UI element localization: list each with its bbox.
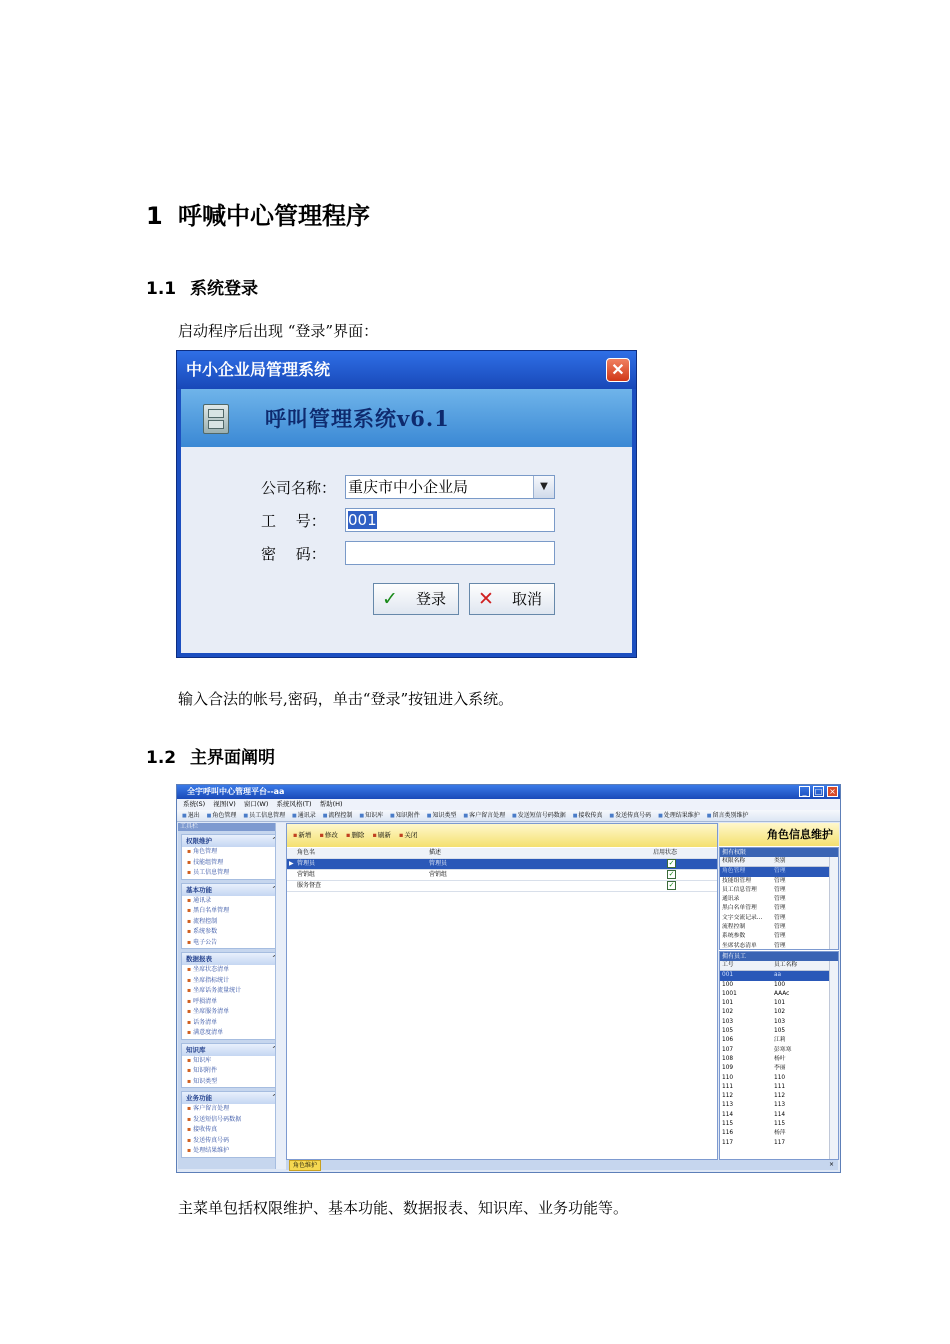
sidebar-item[interactable]: ▪ 知识附件	[182, 1066, 281, 1077]
cancel-button-label: 取消	[512, 590, 543, 608]
toolbar-kb-attach[interactable]: ■ 知识附件	[390, 812, 420, 819]
perm-name: 通讯录	[722, 896, 740, 903]
staff-title: 拥有员工	[720, 952, 838, 961]
staff-id: 113	[722, 1102, 734, 1109]
login-title: 中小企业局管理系统	[177, 351, 636, 389]
sidebar-item[interactable]: ▪ 满意度清单	[182, 1028, 281, 1039]
table-row[interactable]	[287, 859, 717, 870]
perm-name: 黑白名单管理	[722, 905, 757, 912]
group-reports	[181, 952, 282, 1040]
perm-name: 文字交流记录...	[722, 914, 763, 921]
section-number: 1.2	[146, 748, 177, 768]
staff-scrollbar[interactable]	[829, 961, 838, 1160]
list-item[interactable]	[720, 904, 838, 913]
enabled-checkbox[interactable]: ✓	[668, 881, 675, 889]
sidebar-item[interactable]: ▪ 知识库	[182, 1056, 281, 1067]
list-item[interactable]	[720, 971, 838, 980]
list-header	[720, 961, 838, 971]
staff-name: 江莉	[774, 1037, 786, 1044]
login-button-label: 登录	[416, 590, 447, 608]
list-item[interactable]	[720, 1008, 838, 1017]
perm-name: 员工信息管理	[722, 886, 757, 893]
toolbar-fax-out[interactable]: ■ 发送传真号码	[609, 812, 651, 819]
list-item[interactable]	[720, 877, 838, 886]
restore-icon[interactable]: □	[814, 787, 823, 796]
chapter-title: 呼喊中心管理程序	[178, 202, 370, 230]
sidebar-item[interactable]: ▪ 坐席状态清单	[182, 965, 281, 976]
paragraph-login-intro: 启动程序后出现 “登录”界面：	[178, 322, 379, 340]
sidebar-item[interactable]: ▪ 员工信息管理	[182, 868, 281, 879]
chevron-down-icon[interactable]: ▼	[533, 476, 554, 498]
toolbar-kb[interactable]: ■ 知识库	[359, 812, 383, 819]
staff-id: 115	[722, 1121, 734, 1128]
perm-type: 管理	[774, 877, 786, 884]
main-window	[176, 784, 841, 1173]
staff-id: 106	[722, 1037, 734, 1044]
sidebar-item[interactable]: ▪ 呼损清单	[182, 997, 281, 1008]
permissions-title: 拥有权限	[720, 848, 838, 857]
group-header[interactable]: 基本功能 ^	[182, 884, 281, 896]
edit-button[interactable]: ▪ 修改	[319, 831, 337, 839]
row-pointer-icon: ▶	[289, 860, 294, 867]
login-form	[181, 447, 632, 653]
staff-name: 103	[774, 1018, 786, 1025]
staff-name: 115	[774, 1121, 786, 1128]
perm-name: 坐席状态清单	[722, 942, 757, 949]
id-field[interactable]	[345, 508, 555, 532]
enabled-checkbox[interactable]: ✓	[668, 870, 675, 878]
staff-list	[719, 951, 839, 1160]
chapter-heading	[146, 196, 370, 231]
add-button[interactable]: ▪ 新增	[293, 831, 311, 839]
sidebar-item[interactable]: ▪ 话务清单	[182, 1018, 281, 1029]
id-label: 工 号：	[261, 512, 326, 530]
staff-id: 108	[722, 1055, 734, 1062]
menu-system[interactable]: 系统(S)	[183, 800, 206, 808]
main-title: 全宇呼叫中心管理平台--aa	[177, 785, 840, 799]
menu-view[interactable]: 视图(V)	[213, 800, 236, 808]
list-item[interactable]	[720, 867, 838, 876]
tab-role-maintenance[interactable]: 角色维护	[289, 1160, 321, 1171]
password-label: 密 码：	[261, 545, 326, 563]
menu-style[interactable]: 系统风格(T)	[276, 800, 312, 808]
list-item[interactable]	[720, 1120, 838, 1129]
toolbar-exit[interactable]: ■ 退出	[182, 812, 200, 819]
sidebar-item[interactable]: ▪ 客户留言处理	[182, 1104, 281, 1115]
list-item[interactable]	[720, 886, 838, 895]
table-row[interactable]	[287, 870, 717, 881]
sidebar-item[interactable]: ▪ 发送传真号码	[182, 1136, 281, 1147]
column-header[interactable]: 启用状态	[653, 849, 678, 856]
column-header[interactable]: 描述	[429, 849, 442, 856]
sidebar-item[interactable]: ▪ 接收传真	[182, 1125, 281, 1136]
list-header	[720, 857, 838, 867]
chapter-number: 1	[146, 202, 163, 230]
list-item[interactable]	[720, 1036, 838, 1045]
role-table	[287, 848, 717, 892]
sidebar-item[interactable]: ▪ 流程控制	[182, 917, 281, 928]
staff-id: 107	[722, 1046, 734, 1053]
staff-id: 117	[722, 1139, 734, 1146]
company-label: 公司名称：	[261, 479, 337, 497]
grid-toolbar	[287, 824, 717, 847]
column-header[interactable]: 类别	[774, 858, 786, 864]
staff-id: 112	[722, 1093, 734, 1100]
staff-name: 110	[774, 1074, 786, 1081]
perm-type: 管理	[774, 924, 786, 931]
column-header[interactable]: 员工名称	[774, 962, 798, 968]
system-name: 呼叫管理系统v6.1	[265, 406, 450, 431]
login-button[interactable]	[373, 583, 459, 615]
sidebar-item[interactable]: ▪ 处理结果维护	[182, 1146, 281, 1157]
staff-id: 116	[722, 1130, 734, 1137]
minimize-icon[interactable]: _	[799, 786, 810, 797]
toolbar-messages[interactable]: ■ 客户留言处理	[463, 812, 505, 819]
x-icon: ✕	[478, 588, 494, 610]
menu-help[interactable]: 帮助(H)	[319, 800, 343, 808]
list-item[interactable]	[720, 1129, 838, 1138]
section-heading-main	[146, 743, 275, 768]
list-item[interactable]	[720, 1046, 838, 1055]
toolbar-staff[interactable]: ■ 员工信息管理	[243, 812, 285, 819]
staff-name: 117	[774, 1139, 786, 1146]
staff-id: 1001	[722, 990, 737, 997]
column-header[interactable]: 工号	[722, 962, 734, 968]
list-item[interactable]	[720, 1064, 838, 1073]
list-item[interactable]	[720, 1055, 838, 1064]
cell-role-name: 营销组	[297, 871, 316, 878]
toolbar-msg-types[interactable]: ■ 留言类别维护	[707, 812, 749, 819]
sidebar-item[interactable]: ▪ 角色管理	[182, 847, 281, 858]
staff-id: 102	[722, 1009, 734, 1016]
list-item[interactable]	[720, 1101, 838, 1110]
list-item[interactable]	[720, 1111, 838, 1120]
section-number: 1.1	[146, 279, 177, 299]
staff-id: 101	[722, 1000, 734, 1007]
perm-name: 系统参数	[722, 933, 746, 940]
staff-name: 102	[774, 1009, 786, 1016]
staff-name: 彭寒寒	[774, 1046, 792, 1053]
staff-name: 101	[774, 1000, 786, 1007]
paragraph-menu-summary: 主菜单包括权限维护、基本功能、数据报表、知识库、业务功能等。	[178, 1199, 629, 1217]
toolbar-contacts[interactable]: ■ 通讯录	[292, 812, 316, 819]
close-icon[interactable]: ×	[827, 786, 838, 797]
group-permissions	[181, 834, 282, 880]
group-basic	[181, 883, 282, 950]
toolbar-results[interactable]: ■ 处理结果维护	[658, 812, 700, 819]
section-title: 主界面阐明	[190, 748, 275, 768]
staff-name: 105	[774, 1028, 786, 1035]
cancel-button[interactable]	[469, 583, 555, 615]
staff-id: 110	[722, 1074, 734, 1081]
list-item[interactable]	[720, 1018, 838, 1027]
close-button[interactable]: ▪ 关闭	[399, 831, 417, 839]
column-header[interactable]: 角色名	[297, 849, 316, 856]
perm-name: 技能组管理	[722, 877, 751, 884]
list-item[interactable]	[720, 932, 838, 941]
toolbar-kb-type[interactable]: ■ 知识类型	[427, 812, 457, 819]
section-title: 系统登录	[190, 279, 258, 299]
list-item[interactable]	[720, 990, 838, 999]
login-banner	[181, 389, 632, 447]
list-item[interactable]	[720, 1139, 838, 1148]
toolbar-fax-in[interactable]: ■ 接收传真	[573, 812, 603, 819]
close-button[interactable]: ✕	[606, 358, 630, 382]
staff-name: 李丽	[774, 1065, 786, 1072]
staff-name: 111	[774, 1083, 786, 1090]
paragraph-login-instruction: 输入合法的帐号,密码，单击“登录”按钮进入系统。	[178, 690, 514, 708]
sidebar-item[interactable]: ▪ 通讯录	[182, 896, 281, 907]
perm-type: 管理	[774, 942, 786, 949]
sidebar	[178, 823, 285, 1169]
sidebar-scrollbar[interactable]	[275, 823, 286, 1169]
id-value: 001	[348, 511, 377, 529]
perm-type: 管理	[774, 868, 786, 875]
group-business	[181, 1091, 282, 1158]
sidebar-title: 工具栏	[178, 823, 285, 831]
staff-name: 杨叶	[774, 1055, 786, 1062]
sidebar-item[interactable]: ▪ 坐席服务清单	[182, 1007, 281, 1018]
staff-id: 100	[722, 981, 734, 988]
role-grid-panel	[286, 823, 718, 1160]
list-item[interactable]	[720, 981, 838, 990]
delete-button[interactable]: ▪ 删除	[346, 831, 364, 839]
checkmark-icon: ✓	[382, 588, 398, 610]
group-knowledge	[181, 1043, 282, 1089]
menu-bar	[177, 799, 840, 810]
company-select[interactable]	[345, 475, 555, 499]
perm-type: 管理	[774, 905, 786, 912]
staff-name: 114	[774, 1111, 786, 1118]
password-field[interactable]	[345, 541, 555, 565]
list-item[interactable]	[720, 1083, 838, 1092]
list-item[interactable]	[720, 999, 838, 1008]
perm-name: 流程控制	[722, 924, 746, 931]
group-header[interactable]: 权限维护 ^	[182, 835, 281, 847]
staff-name: aa	[774, 972, 782, 979]
role-info-title: 角色信息维护	[719, 823, 839, 846]
staff-name: 113	[774, 1102, 786, 1109]
cell-description: 营销组	[429, 871, 448, 878]
perm-name: 角色管理	[722, 868, 746, 875]
staff-id: 114	[722, 1111, 734, 1118]
company-value: 重庆市中小企业局	[348, 478, 469, 496]
menu-window[interactable]: 窗口(W)	[243, 800, 269, 808]
perm-type: 管理	[774, 914, 786, 921]
toolbar-sms[interactable]: ■ 发送短信号码数据	[512, 812, 566, 819]
list-item[interactable]	[720, 1092, 838, 1101]
perm-type: 管理	[774, 886, 786, 893]
group-header[interactable]: 业务功能 ^	[182, 1092, 281, 1104]
list-item[interactable]	[720, 1074, 838, 1083]
staff-name: 杨萍	[774, 1130, 786, 1137]
sidebar-item[interactable]: ▪ 电子公告	[182, 938, 281, 949]
table-row[interactable]	[287, 881, 717, 892]
permissions-scrollbar[interactable]	[829, 857, 838, 950]
perm-type: 管理	[774, 896, 786, 903]
toolbar-role[interactable]: ■ 角色管理	[207, 812, 237, 819]
staff-id: 103	[722, 1018, 734, 1025]
tab-close-icon[interactable]: ×	[828, 1161, 834, 1168]
column-header[interactable]: 权限名称	[722, 858, 746, 864]
list-item[interactable]	[720, 895, 838, 904]
staff-id: 111	[722, 1083, 734, 1090]
toolbar	[177, 810, 840, 822]
staff-name: AAAc	[774, 990, 790, 997]
refresh-button[interactable]: ▪ 刷新	[372, 831, 390, 839]
list-item[interactable]	[720, 1027, 838, 1036]
staff-name: 112	[774, 1093, 786, 1100]
sidebar-item[interactable]: ▪ 技能组管理	[182, 858, 281, 869]
sidebar-item[interactable]: ▪ 坐席指标统计	[182, 976, 281, 987]
sidebar-item[interactable]: ▪ 知识类型	[182, 1077, 281, 1088]
sidebar-item[interactable]: ▪ 黑白名单管理	[182, 906, 281, 917]
cell-description: 管理员	[429, 860, 448, 867]
sidebar-item[interactable]: ▪ 发送短信号码数据	[182, 1115, 281, 1126]
section-heading-login	[146, 274, 258, 299]
toolbar-flow[interactable]: ■ 流程控制	[323, 812, 353, 819]
staff-id: 109	[722, 1065, 734, 1072]
group-header[interactable]: 数据报表 ^	[182, 953, 281, 965]
sidebar-item[interactable]: ▪ 系统参数	[182, 927, 281, 938]
sidebar-item[interactable]: ▪ 坐席话务流量统计	[182, 986, 281, 997]
role-info-panel	[719, 823, 839, 1160]
staff-id: 001	[722, 972, 734, 979]
staff-id: 105	[722, 1028, 734, 1035]
staff-name: 100	[774, 981, 786, 988]
file-cabinet-icon	[203, 404, 229, 434]
permissions-list	[719, 847, 839, 950]
table-header	[287, 848, 717, 859]
perm-type: 管理	[774, 933, 786, 940]
group-header[interactable]: 知识库 ^	[182, 1044, 281, 1056]
login-dialog	[176, 350, 637, 658]
enabled-checkbox[interactable]: ✓	[668, 859, 675, 867]
tab-bar	[286, 1160, 838, 1170]
cell-role-name: 管理员	[297, 860, 316, 867]
list-item[interactable]	[720, 923, 838, 932]
list-item[interactable]	[720, 914, 838, 923]
list-item[interactable]	[720, 942, 838, 950]
cell-role-name: 服务督查	[297, 882, 322, 889]
